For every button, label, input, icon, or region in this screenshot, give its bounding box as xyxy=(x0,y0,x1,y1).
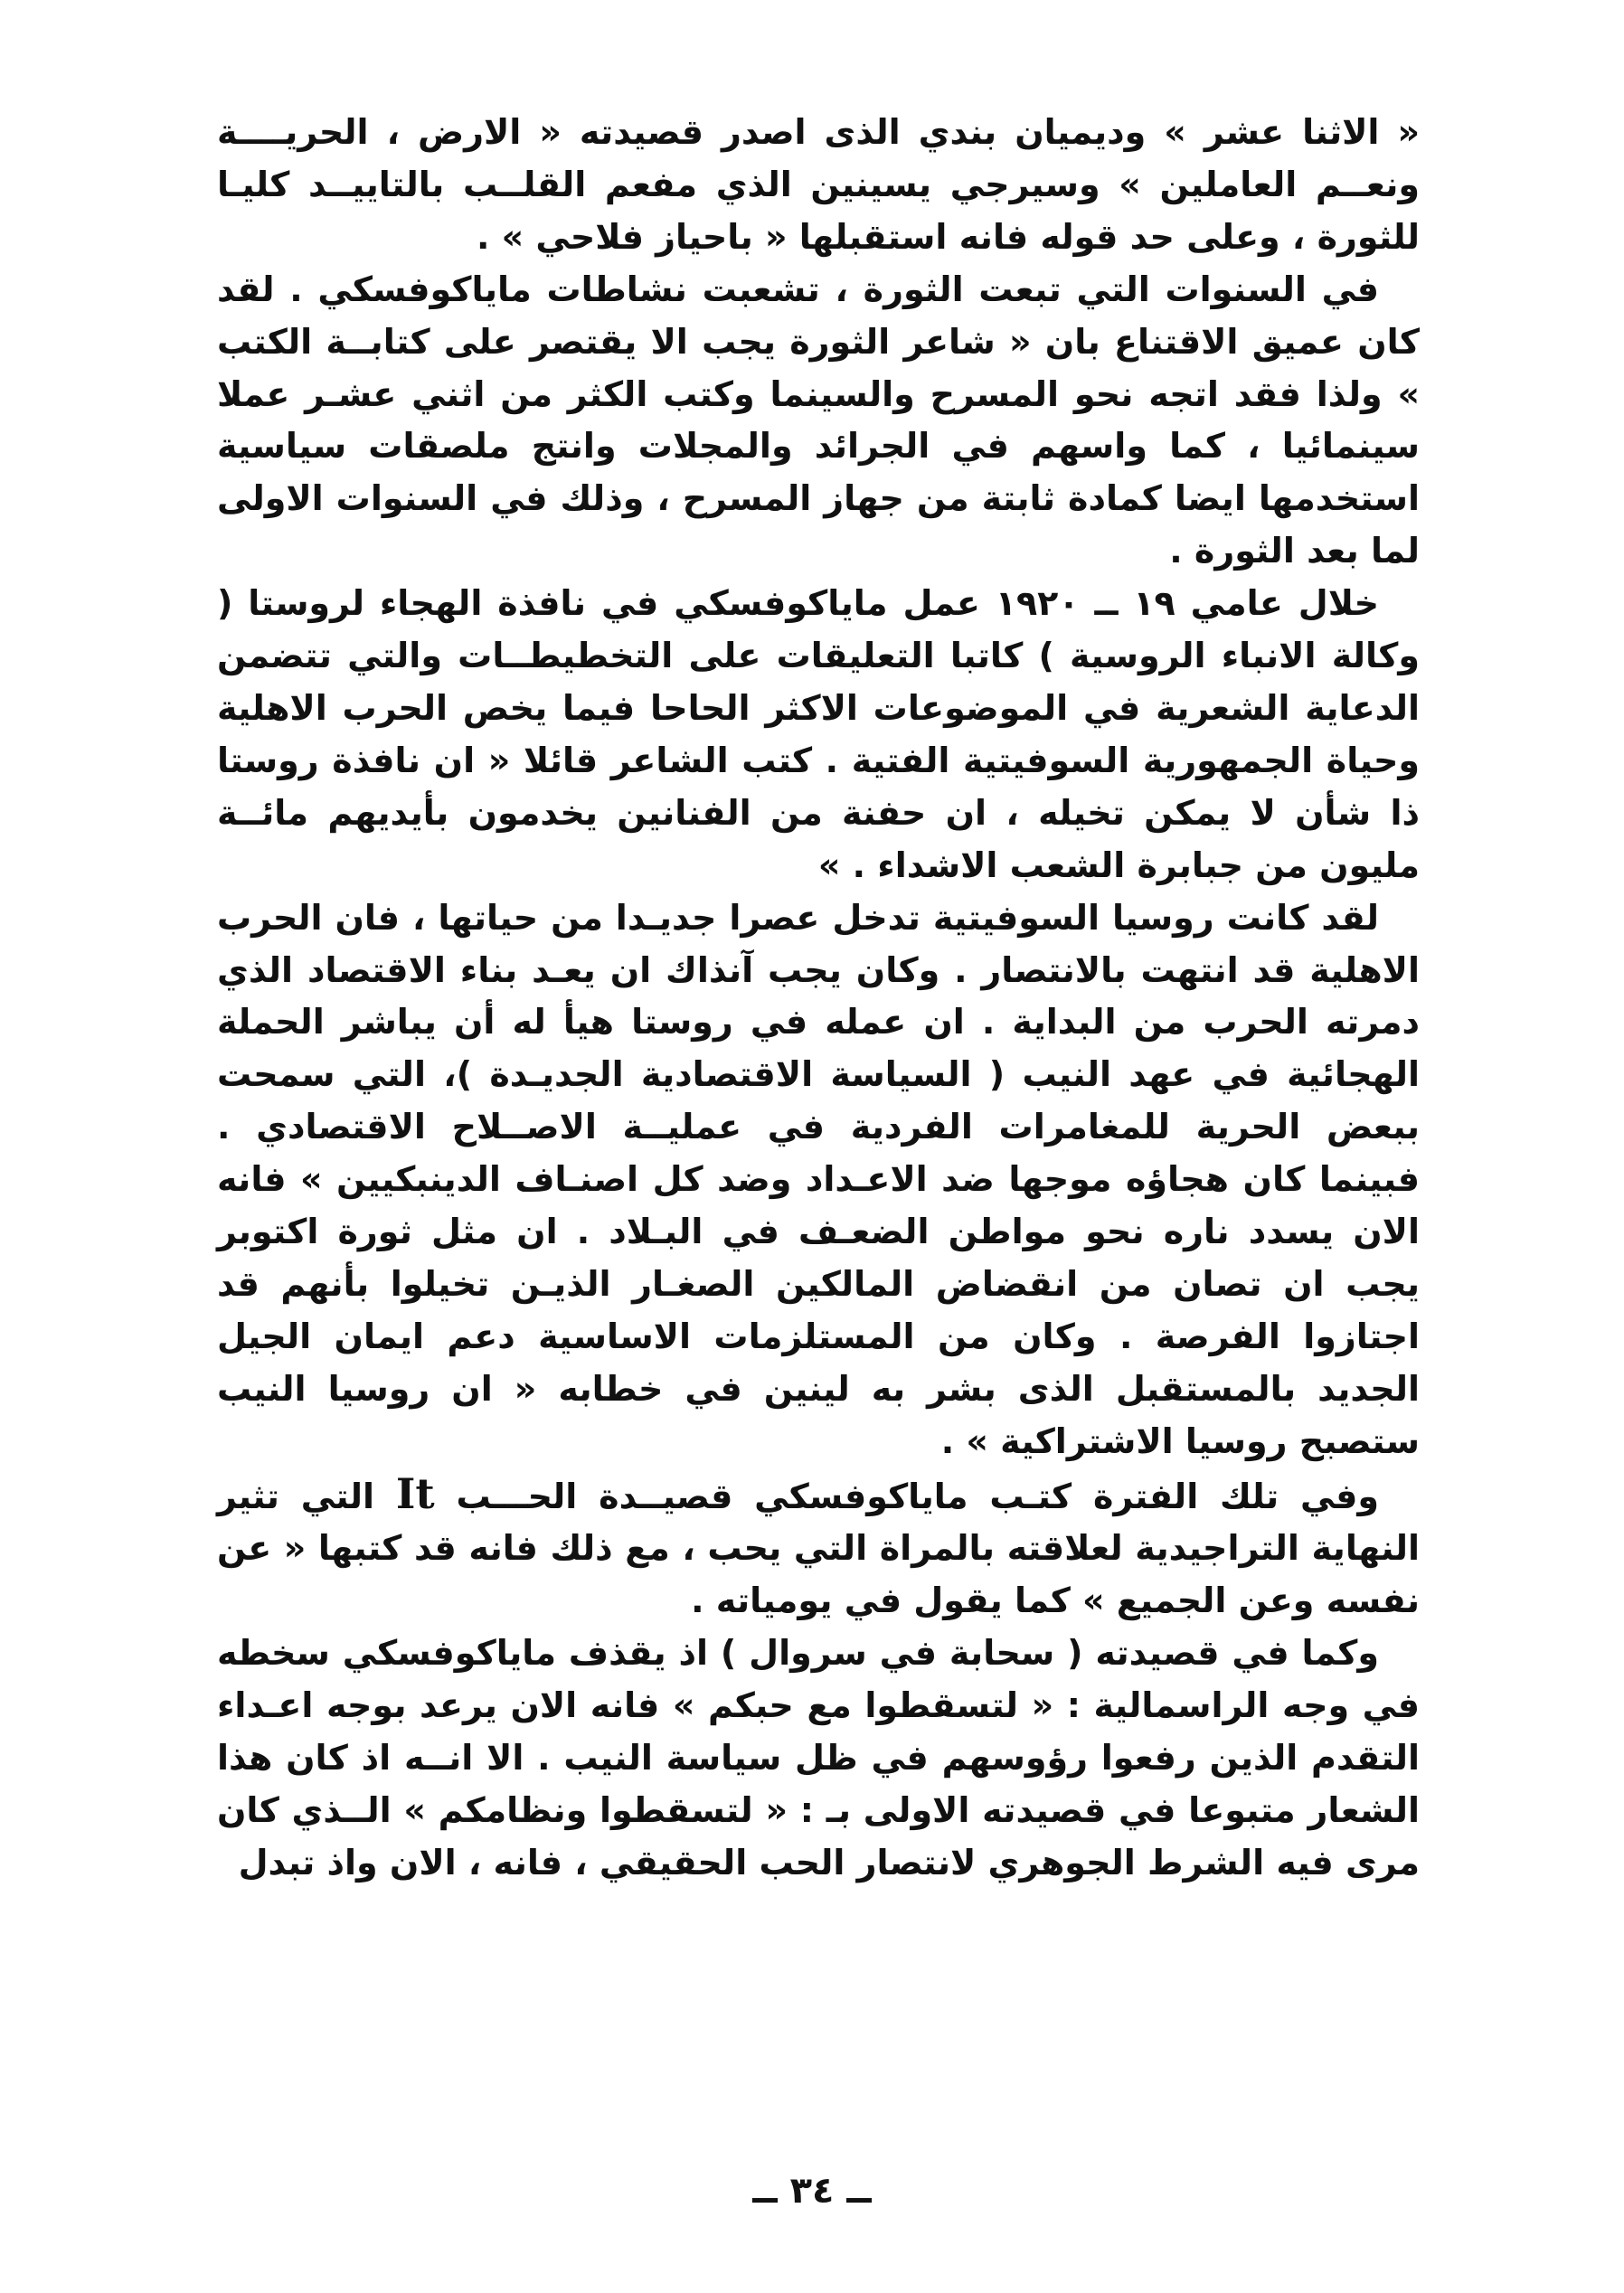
paragraph-2: في السنوات التي تبعت الثورة ، تشعبت نشاطات ماياكوفسكي . لقد كان عميق الاقتناع بان « شاعر الثورة يجب الا يقتصر على كتابــة الكتب » ولذا فقد اتجه نحو المسرح والسينما وكتب الكثر من اثني عشـر عملا سينمائيا ، كما واسهم في الجرائد والمجلات وانتج ملصقات سياسية استخدمها ايضا كمادة ثابتة من جهاز المسرح ، وذلك في السنوات الاولى لما بعد الثورة . xyxy=(217,269,1420,571)
paragraph-4: لقد كانت روسيا السوفيتية تدخل عصرا جديـدا من حياتها ، فان الحرب الاهلية قد انتهت بالانتصار . وكان يجب آنذاك ان يعـد بناء الاقتصاد الذي دمرته الحرب من البداية . ان عمله في روستا هيأ له أن يباشر الحملة الهجائية في عهد النيب ( السياسة الاقتصادية الجديـدة )، التي سمحت ببعض الحرية للمغامرات الفردية في عمليــة الاصــلاح الاقتصادي . فبينما كان هجاؤه موجها ضد الاعـداد وضد كل اصنـاف الدينبكيين » فانه الان يسدد ناره نحو مواطن الضعـف في البـلاد . ان مثل ثورة اكتوبر يجب ان تصان من انقضاض المالكين الصغـار الذيـن تخيلوا بأنهم قد اجتازوا الفرصة . وكان من المستلزمات الاساسية دعم ايمان الجيل الجديد بالمستقبل الذى بشر به لينين في خطابه « ان روسيا النيب ستصبح روسيا الاشتراكية » . xyxy=(217,897,1420,1461)
paragraph-5-latin-word: It xyxy=(395,1468,435,1518)
paragraph-6: وكما في قصيدته ( سحابة في سروال ) اذ يقذف ماياكوفسكي سخطه في وجه الراسمالية : « لتسقطوا مع حبكم » فانه الان يرعد بوجه اعـداء التقدم الذين رفعوا رؤوسهم في ظل سياسة النيب . الا انــه اذ كان هذا الشعار متبوعا في قصيدته الاولى بـ : « لتسقطوا ونظامكم » الــذي كان مرى فيه الشرط الجوهري لانتصار الحب الحقيقي ، فانه ، الان واذ تبدل xyxy=(217,1633,1420,1883)
paragraph-5-start: وفي تلك الفترة كتـب ماياكوفسكي قصيــدة الحـــب xyxy=(456,1476,1379,1516)
paragraph-5-end: التي تثير النهاية التراجيدية لعلاقته بالمراة التي يحب ، مع ذلك فانه قد كتبها « عن نفسه وعن الجميع » كما يقول في يومياته . xyxy=(217,1476,1420,1621)
page-number: ــ ٣٤ ــ xyxy=(752,2170,872,2212)
paragraph-1: « الاثنا عشر » وديميان بندي الذى اصدر قصيدته « الارض ، الحريــــة ونعــم العاملين » وسيرجي يسينين الذي مفعم القلــب بالتاييــد كليـا للثورة ، وعلى حد قوله فانه استقبلها « باحياز فلاحي » . xyxy=(217,112,1420,257)
body-text xyxy=(217,107,1420,1890)
paragraph-3: خلال عامي ١٩ ــ ١٩٢٠ عمل ماياكوفسكي في نافذة الهجاء لروستا ( وكالة الانباء الروسية ) كاتبا التعليقات على التخطيطــات والتي تتضمن الدعاية الشعرية في الموضوعات الاكثر الحاحا فيما يخص الحرب الاهلية وحياة الجمهورية السوفيتية الفتية . كتب الشاعر قائلا « ان نافذة روستا ذا شأن لا يمكن تخيله ، ان حفنة من الفنانين يخدمون بأيديهم مائــة مليون من جبابرة الشعب الاشداء . » xyxy=(217,583,1420,885)
paragraph-5 xyxy=(217,1468,1420,1628)
